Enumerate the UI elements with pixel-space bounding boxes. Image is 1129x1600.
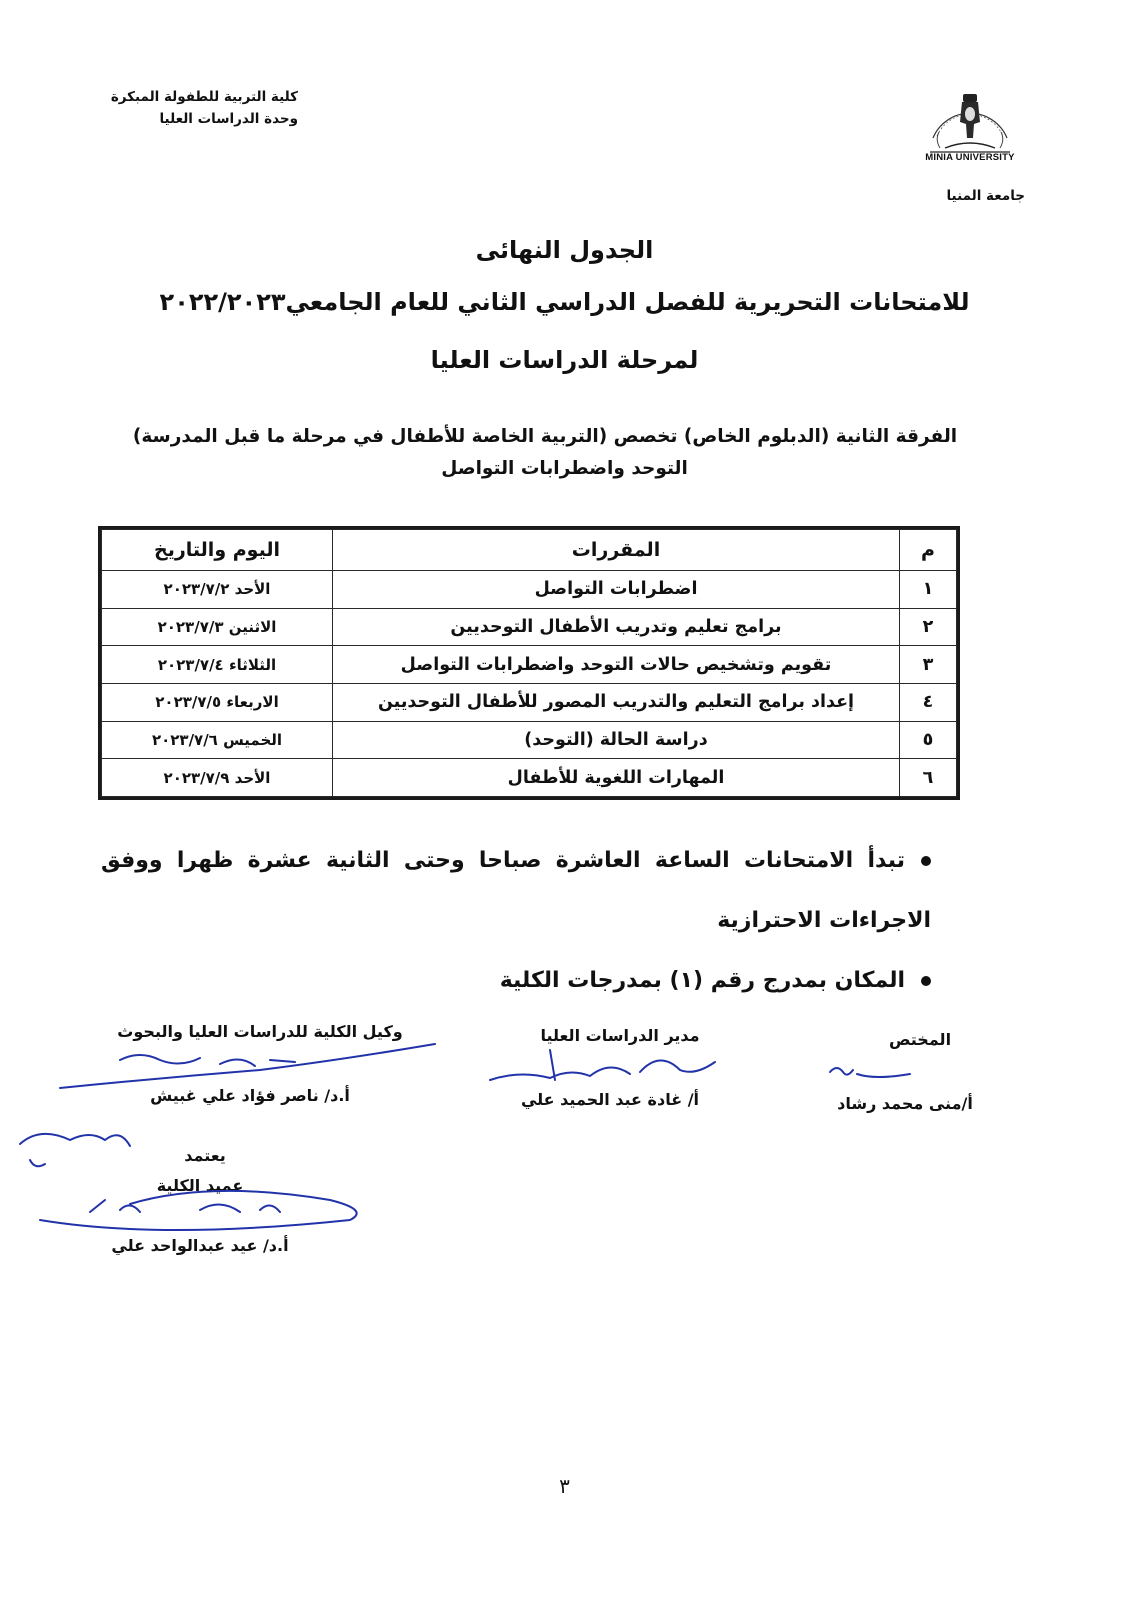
dean-title: عميد الكلية — [156, 1176, 244, 1195]
note-exam-location-text: المكان بمدرج رقم (١) بمدرجات الكلية — [499, 968, 905, 993]
row-num: ١ — [900, 571, 957, 609]
row-date: الاربعاء ٢٠٢٣/٧/٥ — [102, 683, 333, 721]
faculty-name: كلية التربية للطفولة المبكرة — [110, 89, 298, 105]
row-num: ٢ — [900, 608, 957, 646]
row-date: الأحد ٢٠٢٣/٧/٢ — [102, 571, 333, 609]
university-name: جامعة المنيا — [946, 188, 1025, 204]
dean-signature-icon — [10, 1120, 370, 1240]
vice-dean-title: وكيل الكلية للدراسات العليا والبحوث — [117, 1022, 403, 1041]
exam-schedule-table — [98, 526, 960, 800]
row-course: إعداد برامج التعليم والتدريب المصور للأطفال التوحديين — [333, 683, 900, 721]
bullet-icon — [921, 976, 931, 986]
row-num: ٣ — [900, 646, 957, 684]
document-title: الجدول النهائى — [475, 236, 654, 264]
row-num: ٤ — [900, 683, 957, 721]
document-title-line3: لمرحلة الدراسات العليا — [430, 346, 699, 374]
specialist-signature-icon — [825, 1050, 915, 1090]
unit-name: وحدة الدراسات العليا — [159, 111, 298, 127]
logo-caption: MINIA UNIVERSITY — [925, 152, 1015, 163]
director-name: أ/ غادة عبد الحميد علي — [520, 1090, 700, 1109]
header-date: اليوم والتاريخ — [102, 530, 333, 571]
director-title: مدير الدراسات العليا — [540, 1026, 700, 1045]
row-num: ٦ — [900, 759, 957, 797]
note-exam-location — [101, 968, 931, 993]
document-title-line2: للامتحانات التحريرية للفصل الدراسي الثاني للعام الجامعي٢٠٢٢/٢٠٢٣ — [159, 288, 970, 316]
specialization-subtitle: التوحد واضطرابات التواصل — [441, 458, 688, 479]
table-header-row — [102, 530, 957, 571]
university-logo — [915, 78, 1025, 178]
table-row — [102, 721, 957, 759]
page-number: ٣ — [559, 1474, 570, 1498]
row-num: ٥ — [900, 721, 957, 759]
vice-dean-signature-icon — [40, 1030, 440, 1100]
note-exam-time-cont: الاجراءات الاحترازية — [717, 908, 931, 933]
table-row — [102, 608, 957, 646]
faculty-header — [108, 86, 298, 130]
director-signature-icon — [480, 1040, 720, 1090]
bullet-icon — [921, 856, 931, 866]
row-course: تقويم وتشخيص حالات التوحد واضطرابات التواصل — [333, 646, 900, 684]
row-course: برامج تعليم وتدريب الأطفال التوحديين — [333, 608, 900, 646]
row-date: الخميس ٢٠٢٣/٧/٦ — [102, 721, 333, 759]
row-date: الاثنين ٢٠٢٣/٧/٣ — [102, 608, 333, 646]
vice-dean-name: أ.د/ ناصر فؤاد علي غبيش — [150, 1086, 350, 1105]
row-course: دراسة الحالة (التوحد) — [333, 721, 900, 759]
table-row — [102, 759, 957, 797]
program-subtitle: الفرقة الثانية (الدبلوم الخاص) تخصص (التربية الخاصة للأطفال في مرحلة ما قبل المدرسة) — [132, 426, 958, 447]
specialist-name: أ/منى محمد رشاد — [837, 1094, 973, 1113]
table-row — [102, 646, 957, 684]
table-row — [102, 683, 957, 721]
note-exam-time-text: تبدأ الامتحانات الساعة العاشرة صباحا وحتى الثانية عشرة ظهرا ووفق — [101, 848, 905, 873]
header-course: المقررات — [333, 530, 900, 571]
row-course: اضطرابات التواصل — [333, 571, 900, 609]
specialist-title: المختص — [888, 1030, 952, 1049]
table-row — [102, 571, 957, 609]
note-exam-time — [101, 848, 931, 873]
row-date: الأحد ٢٠٢٣/٧/٩ — [102, 759, 333, 797]
header-num: م — [900, 530, 957, 571]
dean-name: أ.د/ عيد عبدالواحد علي — [111, 1236, 289, 1255]
row-course: المهارات اللغوية للأطفال — [333, 759, 900, 797]
schedule-grid — [101, 529, 957, 797]
row-date: الثلاثاء ٢٠٢٣/٧/٤ — [102, 646, 333, 684]
approve-label: يعتمد — [184, 1146, 226, 1165]
